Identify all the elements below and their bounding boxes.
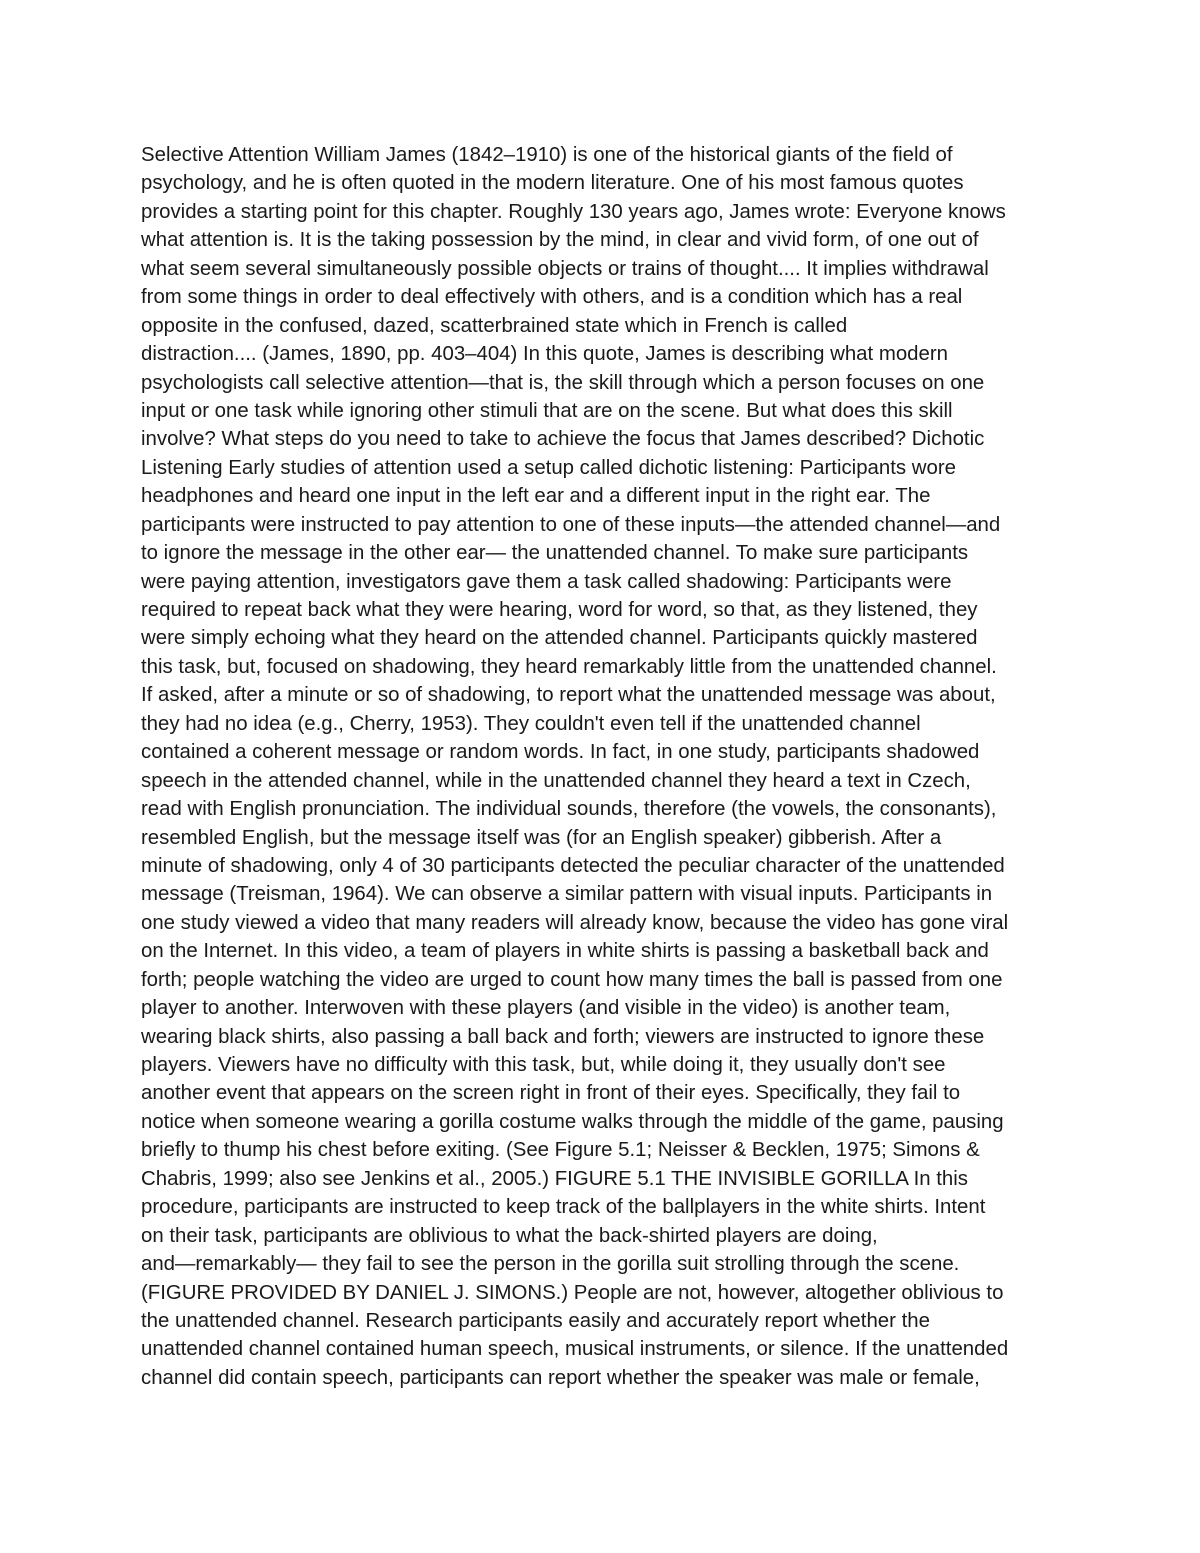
text-line: the unattended channel. Research participants easily and accurately report whether the — [141, 1309, 930, 1332]
text-line: headphones and heard one input in the left ear and a different input in the right ear. The — [141, 485, 931, 508]
text-line: input or one task while ignoring other stimuli that are on the scene. But what does this skill — [141, 399, 953, 422]
text-line: required to repeat back what they were hearing, word for word, so that, as they listened, they — [141, 599, 978, 621]
text-line: Chabris, 1999; also see Jenkins et al., 2005.) FIGURE 5.1 THE INVISIBLE GORILLA In this — [141, 1167, 968, 1190]
text-line: provides a starting point for this chapter. Roughly 130 years ago, James wrote: Everyone knows — [141, 200, 1006, 223]
text-line: unattended channel contained human speech, musical instruments, or silence. If the unattended — [141, 1338, 1009, 1361]
text-line: (FIGURE PROVIDED BY DANIEL J. SIMONS.) People are not, however, altogether oblivious to — [141, 1281, 1004, 1304]
text-line: participants were instructed to pay attention to one of these inputs—the attended channel—and — [141, 513, 1001, 536]
text-line: were paying attention, investigators gave them a task called shadowing: Participants were — [141, 570, 952, 593]
text-line: resembled English, but the message itself was (for an English speaker) gibberish. After a — [141, 826, 942, 849]
text-line: Listening Early studies of attention used a setup called dichotic listening: Participants wore — [141, 456, 956, 479]
text-line: another event that appears on the screen right in front of their eyes. Specifically, they fail to — [141, 1082, 961, 1105]
text-line: and—remarkably— they fail to see the person in the gorilla suit strolling through the scene. — [141, 1253, 960, 1276]
text-line: were simply echoing what they heard on the attended channel. Participants quickly mastered — [141, 627, 978, 650]
text-line: opposite in the confused, dazed, scatterbrained state which in French is called — [141, 314, 848, 337]
text-line: procedure, participants are instructed to keep track of the ballplayers in the white shirts. Intent — [141, 1196, 986, 1219]
text-line: notice when someone wearing a gorilla costume walks through the middle of the game, pausing — [141, 1110, 1004, 1133]
body-text — [141, 141, 1081, 1392]
text-line: distraction.... (James, 1890, pp. 403–404) In this quote, James is describing what modern — [141, 343, 948, 366]
text-line: on the Internet. In this video, a team of players in white shirts is passing a basketball back and — [141, 940, 989, 963]
text-line: involve? What steps do you need to take to achieve the focus that James described? Dichotic — [141, 428, 985, 451]
text-line: contained a coherent message or random words. In fact, in one study, participants shadowed — [141, 741, 980, 764]
text-line: on their task, participants are oblivious to what the back-shirted players are doing, — [141, 1224, 878, 1247]
text-line: briefly to thump his chest before exiting. (See Figure 5.1; Neisser & Becklen, 1975; Simons & — [141, 1139, 980, 1162]
text-line: minute of shadowing, only 4 of 30 participants detected the peculiar character of the unattended — [141, 854, 1005, 877]
text-line: psychology, and he is often quoted in the modern literature. One of his most famous quotes — [141, 172, 964, 195]
text-line: message (Treisman, 1964). We can observe a similar pattern with visual inputs. Participants in — [141, 883, 993, 906]
text-line: wearing black shirts, also passing a ball back and forth; viewers are instructed to ignore these — [141, 1025, 985, 1048]
text-line: player to another. Interwoven with these players (and visible in the video) is another team, — [141, 997, 951, 1020]
text-line: speech in the attended channel, while in the unattended channel they heard a text in Czech, — [141, 769, 971, 792]
text-line: If asked, after a minute or so of shadowing, to report what the unattended message was about, — [141, 684, 996, 707]
text-line: forth; people watching the video are urged to count how many times the ball is passed from one — [141, 968, 1003, 991]
text-line: psychologists call selective attention—that is, the skill through which a person focuses on one — [141, 371, 985, 394]
text-line: one study viewed a video that many readers will already know, because the video has gone viral — [141, 911, 1009, 934]
text-line: from some things in order to deal effectively with others, and is a condition which has a real — [141, 286, 963, 309]
text-line: what seem several simultaneously possible objects or trains of thought.... It implies withdrawal — [141, 257, 989, 280]
text-line: what attention is. It is the taking possession by the mind, in clear and vivid form, of one out of — [141, 229, 979, 252]
text-line: to ignore the message in the other ear— the unattended channel. To make sure participants — [141, 542, 969, 565]
text-line: this task, but, focused on shadowing, they heard remarkably little from the unattended channel. — [141, 655, 997, 678]
text-line: Selective Attention William James (1842–1910) is one of the historical giants of the field of — [141, 144, 953, 166]
text-line: they had no idea (e.g., Cherry, 1953). They couldn't even tell if the unattended channel — [141, 712, 921, 735]
text-line: read with English pronunciation. The individual sounds, therefore (the vowels, the consonants), — [141, 798, 997, 821]
text-line: players. Viewers have no difficulty with this task, but, while doing it, they usually don't see — [141, 1054, 946, 1076]
text-line: channel did contain speech, participants can report whether the speaker was male or female, — [141, 1366, 980, 1389]
